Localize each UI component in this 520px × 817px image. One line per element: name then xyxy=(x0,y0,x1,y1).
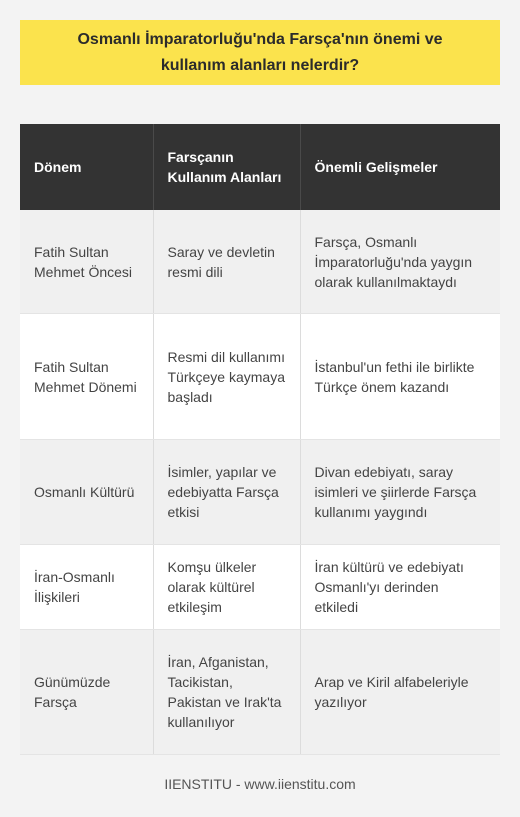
cell-period: Fatih Sultan Mehmet Öncesi xyxy=(20,210,153,314)
cell-developments: Divan edebiyatı, saray isimleri ve şiirlerde Farsça kullanımı yaygındı xyxy=(300,440,500,545)
table-row xyxy=(20,440,500,545)
table-row xyxy=(20,630,500,755)
cell-usage: Komşu ülkeler olarak kültürel etkileşim xyxy=(153,545,300,630)
table-header-row xyxy=(20,124,500,210)
table-row xyxy=(20,210,500,314)
cell-developments: İran kültürü ve edebiyatı Osmanlı'yı derinden etkiledi xyxy=(300,545,500,630)
cell-developments: İstanbul'un fethi ile birlikte Türkçe önem kazandı xyxy=(300,314,500,440)
cell-period: Günümüzde Farsça xyxy=(20,630,153,755)
cell-usage: İran, Afganistan, Tacikistan, Pakistan ve Irak'ta kullanılıyor xyxy=(153,630,300,755)
cell-developments: Farsça, Osmanlı İmparatorluğu'nda yaygın olarak kullanılmaktaydı xyxy=(300,210,500,314)
cell-period: Fatih Sultan Mehmet Dönemi xyxy=(20,314,153,440)
header-usage: Farsçanın Kullanım Alanları xyxy=(153,124,300,210)
header-developments: Önemli Gelişmeler xyxy=(300,124,500,210)
cell-developments: Arap ve Kiril alfabeleriyle yazılıyor xyxy=(300,630,500,755)
header-period: Dönem xyxy=(20,124,153,210)
cell-usage: Saray ve devletin resmi dili xyxy=(153,210,300,314)
cell-period: Osmanlı Kültürü xyxy=(20,440,153,545)
cell-usage: İsimler, yapılar ve edebiyatta Farsça etkisi xyxy=(153,440,300,545)
cell-period: İran-Osmanlı İlişkileri xyxy=(20,545,153,630)
title-banner xyxy=(20,20,500,85)
page-title: Osmanlı İmparatorluğu'nda Farsça'nın önemi ve kullanım alanları nelerdir? xyxy=(77,30,443,74)
table-row xyxy=(20,314,500,440)
footer-credit: IIENSTITU - www.iienstitu.com xyxy=(164,776,356,792)
table-row xyxy=(20,545,500,630)
info-table xyxy=(20,124,500,755)
cell-usage: Resmi dil kullanımı Türkçeye kaymaya başladı xyxy=(153,314,300,440)
